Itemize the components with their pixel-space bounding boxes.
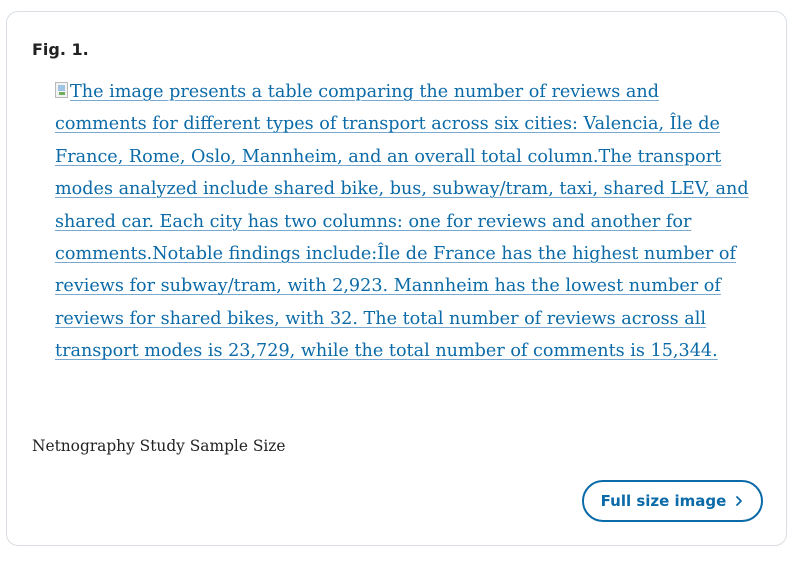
figure-card bbox=[6, 11, 787, 546]
figure-caption: Netnography Study Sample Size bbox=[32, 437, 286, 455]
chevron-right-icon bbox=[734, 495, 744, 507]
broken-image-icon bbox=[55, 82, 68, 98]
full-size-image-button[interactable] bbox=[582, 480, 763, 522]
full-size-image-label: Full size image bbox=[600, 492, 727, 510]
figure-alt-text: The image presents a table comparing the number of reviews and comments for different types of transport across six cities: Valencia, Île de France, Rome, Oslo, Mannheim, and an overall total column.The transport modes analyzed include shared bike, bus, subway/tram, taxi, shared LEV, and shared car. Each city has two columns: one for reviews and another for comments.Notable findings include:Île de France has the highest number of reviews for subway/tram, with 2,923. Mannheim has the lowest number of reviews for shared bikes, with 32. The total number of reviews across all transport modes is 23,729, while the total number of comments is 15,344. bbox=[55, 82, 749, 362]
figure-label: Fig. 1. bbox=[32, 40, 89, 59]
figure-image-link[interactable] bbox=[55, 76, 755, 368]
